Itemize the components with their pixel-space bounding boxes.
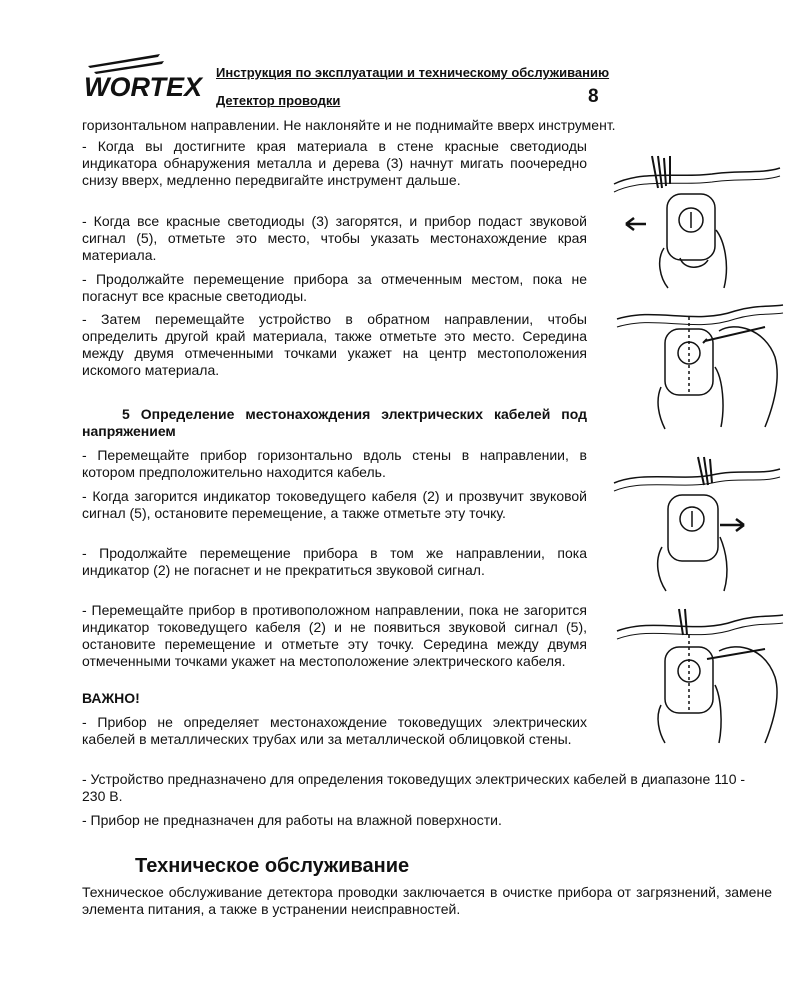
- maintenance-text: Техническое обслуживание детектора проводки заключается в очистке прибора от загрязнений, замене элемента питания, а также в устранении неисправностей.: [82, 884, 772, 917]
- document-title: Инструкция по эксплуатации и техническому обслуживанию: [216, 65, 610, 80]
- logo-text: WORTEX: [84, 72, 203, 102]
- page-header: [80, 50, 770, 112]
- document-subtitle: Детектор проводки: [216, 93, 341, 108]
- figure-detector-scan-left: [612, 152, 782, 292]
- material-step-4: - Затем перемещайте устройство в обратном направлении, чтобы определить другой край материала, также отметьте это место. Середина между двумя отмеченными точками укажет на центр местоположения искомого материала.: [82, 311, 587, 378]
- important-note-3: - Прибор не предназначен для работы на влажной поверхности.: [82, 812, 502, 828]
- important-label: ВАЖНО!: [82, 690, 140, 706]
- cable-step-2: - Когда загорится индикатор токоведущего кабеля (2) и прозвучит звуковой сигнал (5), остановите перемещение, а также отметьте эту точку.: [82, 488, 587, 521]
- material-step-1: - Когда вы достигните края материала в стене красные светодиоды индикатора обнаружения металла и дерева (3) начнут мигать поочередно снизу вверх, медленно передвигайте инструмент дальше.: [82, 138, 587, 188]
- material-step-3: - Продолжайте перемещение прибора за отмеченным местом, пока не погаснут все красные светодиоды.: [82, 271, 587, 304]
- intro-line: горизонтальном направлении. Не наклоняйте и не поднимайте вверх инструмент.: [82, 117, 616, 133]
- figure-detector-scan-right: [612, 455, 782, 595]
- cable-step-1: - Перемещайте прибор горизонтально вдоль стены в направлении, в котором предположительно находится кабель.: [82, 447, 587, 480]
- material-step-2: - Когда все красные светодиоды (3) загорятся, и прибор подаст звуковой сигнал (5), отметьте это место, чтобы указать местонахождение края материала.: [82, 213, 587, 263]
- important-note-2: - Устройство предназначено для определения токоведущих электрических кабелей в диапазоне 110 - 230 В.: [82, 771, 746, 804]
- cable-step-3: - Продолжайте перемещение прибора в том же направлении, пока индикатор (2) не погаснет и не прекратиться звуковой сигнал.: [82, 545, 587, 578]
- figure-detector-mark-edge: [615, 297, 785, 432]
- figure-detector-mark-cable: [615, 605, 785, 745]
- cable-step-4: - Перемещайте прибор в противоположном направлении, пока не загорится индикатор токоведущего кабеля (2) и не появиться звуковой сигнал (5), остановите перемещение и отметьте эту точку. Середина между двумя отмеченными точками укажет на местоположение электрического кабеля.: [82, 602, 587, 669]
- wortex-logo: [80, 50, 210, 106]
- important-note-1: - Прибор не определяет местонахождение токоведущих электрических кабелей в металлических трубах или за металлической облицовкой стены.: [82, 714, 587, 747]
- section-5-heading: 5 Определение местонахождения электрических кабелей под напряжением: [82, 406, 587, 439]
- maintenance-title: Техническое обслуживание: [135, 855, 410, 877]
- page-number: 8: [588, 86, 599, 107]
